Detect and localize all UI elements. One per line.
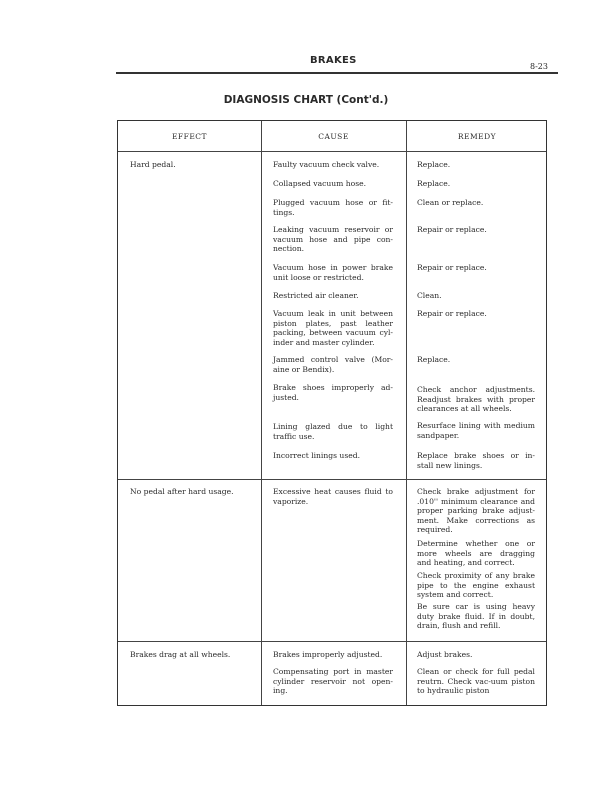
- cause-cell: Faulty vacuum check valve.: [273, 160, 380, 169]
- cause-cell: Plugged vacuum hose or fit-tings.: [273, 198, 393, 217]
- row-divider: [118, 479, 546, 480]
- remedy-cell: Clean or replace.: [417, 198, 484, 207]
- cause-cell: Lining glazed due to light traffic use.: [273, 422, 393, 441]
- cause-cell: Vacuum leak in unit between piston plates, past leather packing, between vacuum cyl-inder and master cylinder.: [273, 309, 393, 347]
- cause-cell: Jammed control valve (Mor-aine or Bendix).: [273, 355, 393, 374]
- cause-cell: Leaking vacuum reservoir or vacuum hose and pipe con-nection.: [273, 225, 393, 254]
- header-rule: [116, 72, 558, 74]
- effect-cell: Brakes drag at all wheels.: [130, 650, 231, 659]
- header-divider: [118, 151, 546, 152]
- column-header-remedy: REMEDY: [457, 132, 497, 141]
- cause-cell: Excessive heat causes fluid to vaporize.: [273, 487, 393, 506]
- page-number: 8-23: [530, 62, 548, 71]
- remedy-cell: Resurface lining with medium sandpaper.: [417, 421, 535, 440]
- diagnosis-table: [117, 120, 547, 706]
- remedy-cell: Check brake adjustment for .010'' minimum clearance and proper parking brake adjust-ment. Make corrections as required.: [417, 487, 535, 535]
- cause-cell: Collapsed vacuum hose.: [273, 179, 367, 188]
- column-header-effect: EFFECT: [171, 132, 208, 141]
- cause-cell: Compensating port in master cylinder reservoir not open-ing.: [273, 667, 393, 696]
- remedy-cell: Replace.: [417, 160, 451, 169]
- remedy-cell: Replace brake shoes or in-stall new linings.: [417, 451, 535, 470]
- effect-cell: No pedal after hard usage.: [130, 487, 234, 496]
- row-divider: [118, 641, 546, 642]
- effect-cell: Hard pedal.: [130, 160, 176, 169]
- section-header: BRAKES: [310, 55, 357, 66]
- cause-cell: Incorrect linings used.: [273, 451, 360, 460]
- remedy-cell: Repair or replace.: [417, 225, 487, 234]
- page-title: DIAGNOSIS CHART (Cont'd.): [223, 94, 389, 106]
- remedy-cell: Replace.: [417, 355, 451, 364]
- remedy-cell: Check anchor adjustments. Readjust brakes with proper clearances at all wheels.: [417, 385, 535, 414]
- remedy-cell: Clean or check for full pedal reutrn. Check vac-uum piston to hydraulic piston: [417, 667, 535, 696]
- remedy-cell: Check proximity of any brake pipe to the engine exhaust system and correct.: [417, 571, 535, 600]
- remedy-cell: Adjust brakes.: [417, 650, 473, 659]
- remedy-cell: Clean.: [417, 291, 442, 300]
- remedy-cell: Be sure car is using heavy duty brake fluid. If in doubt, drain, flush and refill.: [417, 602, 535, 631]
- column-divider: [406, 121, 407, 705]
- cause-cell: Vacuum hose in power brake unit loose or restricted.: [273, 263, 393, 282]
- column-header-cause: CAUSE: [318, 132, 349, 141]
- remedy-cell: Replace.: [417, 179, 451, 188]
- remedy-cell: Determine whether one or more wheels are dragging and heating, and correct.: [417, 539, 535, 568]
- column-divider: [261, 121, 262, 705]
- remedy-cell: Repair or replace.: [417, 263, 487, 272]
- cause-cell: Brakes improperly adjusted.: [273, 650, 383, 659]
- cause-cell: Brake shoes improperly ad-justed.: [273, 383, 393, 402]
- cause-cell: Restricted air cleaner.: [273, 291, 359, 300]
- remedy-cell: Repair or replace.: [417, 309, 487, 318]
